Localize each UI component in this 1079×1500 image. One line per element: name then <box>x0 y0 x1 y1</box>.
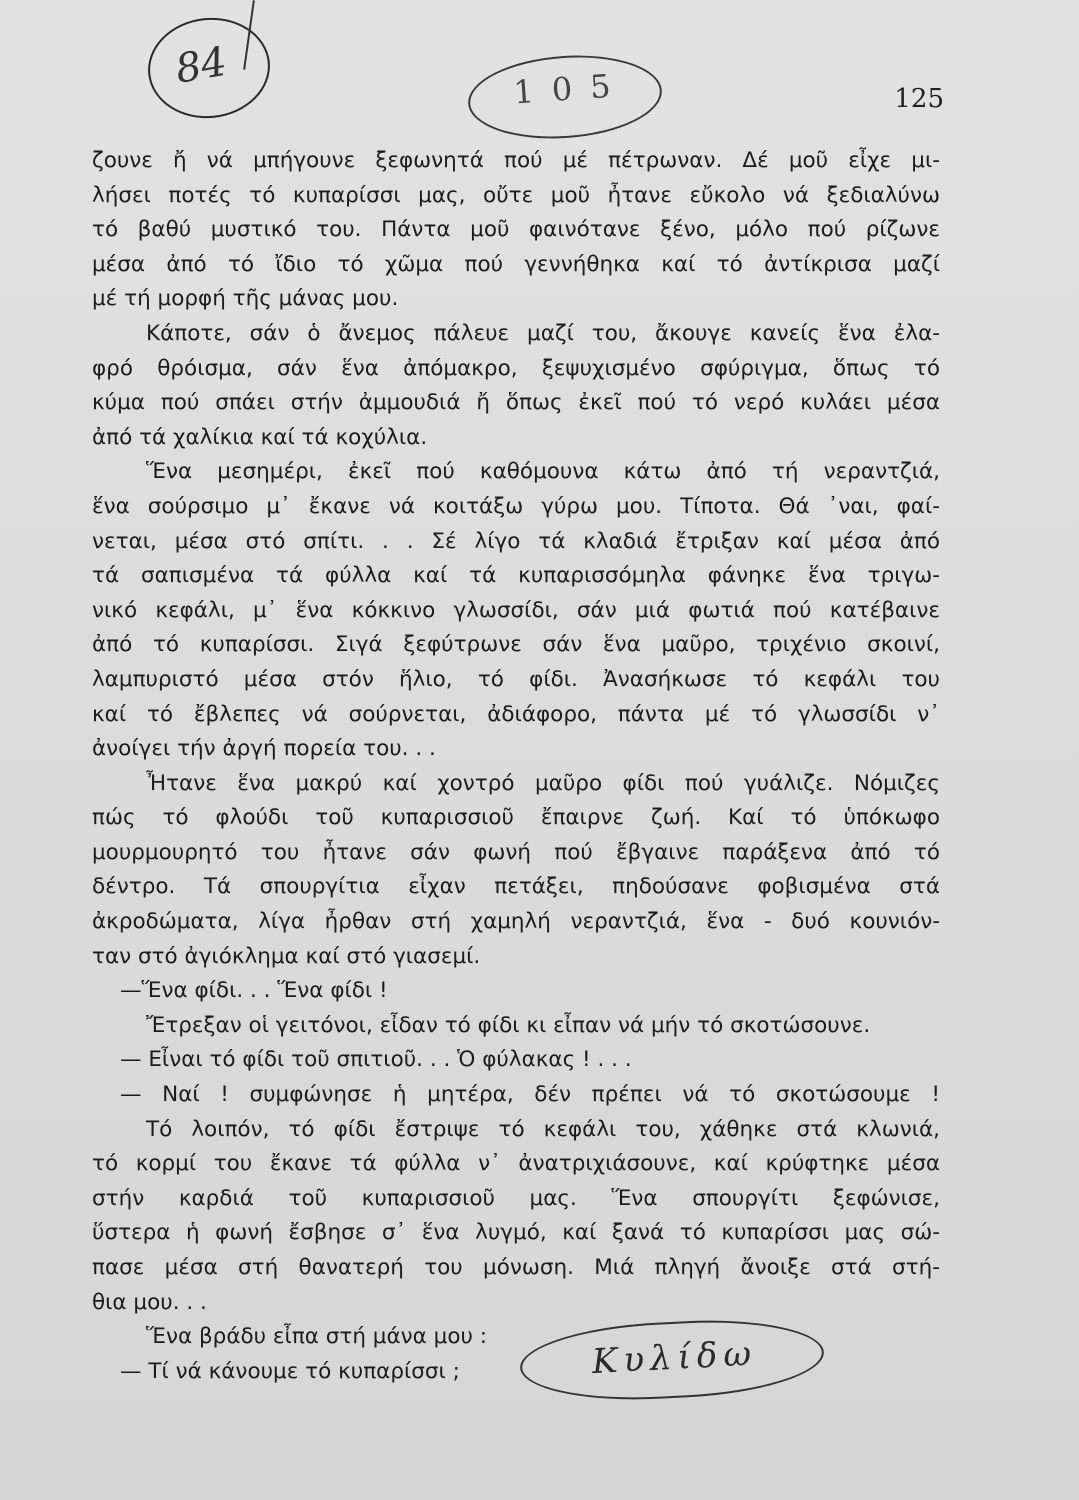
handwritten-note: Κυλίδω <box>590 1333 758 1383</box>
text-line: ἀπό τό κυπαρίσσι. Σιγά ξεφύτρωνε σάν ἕνα μαῦρο, τριχένιο σκοινί, <box>92 632 940 658</box>
text-line: λαμπυριστό μέσα στόν ἥλιο, τό φίδι. Ἀνασήκωσε τό κεφάλι του <box>92 666 940 692</box>
text-line: Ἦτανε ἕνα μακρύ καί χοντρό μαῦρο φίδι πού γυάλιζε. Νόμιζες <box>146 770 940 796</box>
text-line: μέσα ἀπό τό ἴδιο τό χῶμα πού γεννήθηκα καί τό ἀντίκρισα μαζί <box>92 251 940 277</box>
text-line: Ἕνα μεσημέρι, ἐκεῖ πού καθόμουνα κάτω ἀπό τή νεραντζιά, <box>146 459 940 485</box>
text-line: καί τό ἔβλεπες νά σούρνεται, ἀδιάφορο, πάντα μέ τό γλωσσίδι ν᾽ <box>92 701 940 727</box>
text-line: νεται, μέσα στό σπίτι. . . Σέ λίγο τά κλαδιά ἔτριξαν καί μέσα ἀπό <box>92 528 940 554</box>
text-line: — Εἶναι τό φίδι τοῦ σπιτιοῦ. . . Ὁ φύλακας ! . . . <box>120 1047 632 1073</box>
text-line: ὕστερα ἡ φωνή ἔσβησε σ᾽ ἕνα λυγμό, καί ξανά τό κυπαρίσσι μας σώ- <box>92 1220 940 1246</box>
handwritten-number: 84 <box>172 38 231 93</box>
text-line: θια μου. . . <box>92 1289 207 1315</box>
text-line: πασε μέσα στή θανατερή του μόνωση. Μιά πληγή ἄνοιξε στά στή- <box>92 1255 940 1280</box>
text-line: δέντρο. Τά σπουργίτια εἶχαν πετάξει, πηδούσανε φοβισμένα στά <box>92 874 940 900</box>
text-line: μουρμουρητό του ἦτανε σάν φωνή πού ἔβγαινε παράξενα ἀπό τό <box>92 839 940 865</box>
text-line: κύμα πού σπάει στήν ἀμμουδιά ἤ ὅπως ἐκεῖ πού τό νερό κυλάει μέσα <box>92 390 940 416</box>
text-line: ζουνε ἤ νά μπήγουνε ξεφωνητά πού μέ πέτρωναν. Δέ μοῦ εἶχε μι- <box>92 148 940 173</box>
text-line: — Τί νά κάνουμε τό κυπαρίσσι ; <box>120 1358 460 1384</box>
text-line: ταν στό ἀγιόκλημα καί στό γιασεμί. <box>92 943 481 969</box>
text-line: ἀκροδώματα, λίγα ἦρθαν στή χαμηλή νεραντζιά, ἕνα - δυό κουνιόν- <box>92 909 940 935</box>
page-number: 125 <box>894 84 944 114</box>
text-line: ἀπό τά χαλίκια καί τά κοχύλια. <box>92 424 428 450</box>
text-line: τό κορμί του ἔκανε τά φύλλα ν᾽ ἀνατριχιάσουνε, καί κρύφτηκε μέσα <box>92 1151 940 1177</box>
text-line: μέ τή μορφή τῆς μάνας μου. <box>92 286 399 312</box>
text-line: —Ἕνα φίδι. . . Ἕνα φίδι ! <box>120 978 388 1004</box>
text-line: τό βαθύ μυστικό του. Πάντα μοῦ φαινότανε ξένο, μόλο πού ρίζωνε <box>92 217 940 243</box>
text-line: στήν καρδιά τοῦ κυπαρισσιοῦ μας. Ἕνα σπουργίτι ξεφώνισε, <box>92 1185 940 1211</box>
handwritten-circle-annotation-top <box>465 49 664 144</box>
handwritten-circle-annotation <box>143 12 275 124</box>
text-line: τά σαπισμένα τά φύλλα καί τά κυπαρισσόμηλα φάνηκε ἕνα τριγω- <box>92 563 940 589</box>
body-text <box>92 144 940 1389</box>
text-line: ἀνοίγει τήν ἀργή πορεία του. . . <box>92 736 436 762</box>
handwritten-number: 105 <box>512 65 630 112</box>
text-line: ἕνα σούρσιμο μ᾽ ἔκανε νά κοιτάξω γύρω μου. Τίποτα. Θά ᾽ναι, φαί- <box>92 493 940 519</box>
text-line: Ἕνα βράδυ εἶπα στή μάνα μου : <box>146 1324 488 1350</box>
text-line: — Ναί ! συμφώνησε ἡ μητέρα, δέν πρέπει νά τό σκοτώσουμε ! <box>120 1082 940 1108</box>
text-line: λήσει ποτές τό κυπαρίσσι μας, οὔτε μοῦ ἦτανε εὔκολο νά ξεδιαλύνω <box>92 182 940 208</box>
text-line: πώς τό φλούδι τοῦ κυπαρισσιοῦ ἔπαιρνε ζωή. Καί τό ὑπόκωφο <box>92 805 940 831</box>
text-line: Κάποτε, σάν ὁ ἄνεμος πάλευε μαζί του, ἄκουγε κανείς ἕνα ἐλα- <box>146 320 940 346</box>
text-line: Ἔτρεξαν οἱ γειτόνοι, εἶδαν τό φίδι κι εἶπαν νά μήν τό σκοτώσουνε. <box>146 1012 871 1038</box>
text-line: Τό λοιπόν, τό φίδι ἔστριψε τό κεφάλι του, χάθηκε στά κλωνιά, <box>146 1116 940 1142</box>
text-line: φρό θρόισμα, σάν ἕνα ἀπόμακρο, ξεψυχισμένο σφύριγμα, ὅπως τό <box>92 355 940 381</box>
text-line: νικό κεφάλι, μ᾽ ἕνα κόκκινο γλωσσίδι, σάν μιά φωτιά πού κατέβαινε <box>92 597 940 623</box>
